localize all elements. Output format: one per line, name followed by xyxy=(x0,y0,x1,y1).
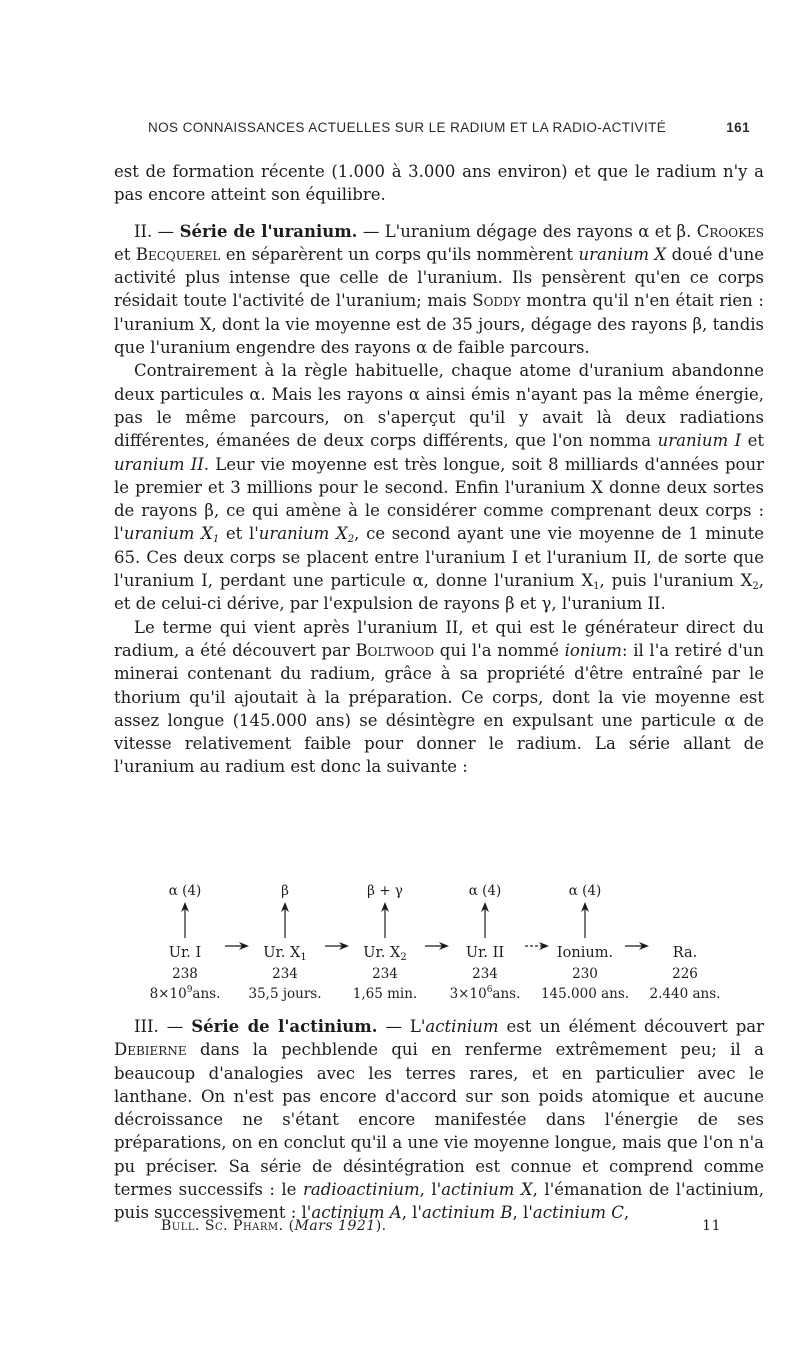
text-run: 35,5 jours. xyxy=(248,986,322,1002)
mean-life xyxy=(330,984,440,1004)
text-run: Contrairement à la règle habituelle, chaque atome d'uranium abandonne deux particules α. Mais les rayons α ainsi émis n'ayant pas la même énergie, pas le même parcours, on s'aperçut qu'il y avait là deux radiations différentes, émanées de deux corps différents, que l'on nomma xyxy=(114,361,764,451)
text-run: . Leur vie moyenne est très longue, soit 8 milliards d'années pour le premier et 3 millions pour le second. Enfin l'uranium X donne deux sortes de rayons β, ce qui amène à le considérer comme comprenant deux corps : l' xyxy=(114,454,764,544)
text-run: ans. xyxy=(492,986,521,1002)
text-run: est un élément découvert par xyxy=(498,1017,764,1036)
text-run: et xyxy=(741,431,765,451)
text-run: Ur. X xyxy=(363,945,401,961)
subscript: 1 xyxy=(300,952,307,963)
atomic-mass: 238 xyxy=(172,966,198,982)
page-footer xyxy=(161,1218,721,1234)
emission-label: α (4) xyxy=(568,883,602,899)
text-run: uranium X xyxy=(258,524,348,544)
term-italic: actinium xyxy=(425,1017,499,1036)
right-arrow-icon xyxy=(323,940,351,952)
text-run: uranium X xyxy=(123,524,213,544)
atomic-mass: 234 xyxy=(372,966,398,982)
text-run: , l' xyxy=(419,1180,442,1200)
text-run: doué d'une activité plus intense que celle de l'uranium. Ils pensèrent qu'en ce corps résidait toute l'activité de l'uranium; mais xyxy=(114,244,765,311)
paragraph-actinium-series xyxy=(114,1015,764,1225)
text-run: Ionium. xyxy=(556,945,614,961)
atomic-mass: 230 xyxy=(572,966,598,982)
text-run: , l' xyxy=(401,1203,422,1223)
author-name: Crookes xyxy=(696,221,765,241)
term-italic xyxy=(258,524,355,546)
section-heading: Série de l'actinium. xyxy=(191,1017,378,1036)
text-run: , et de celui-ci dérive, par l'expulsion de rayons β et γ, l'uranium II. xyxy=(114,571,764,614)
text-run: Le terme qui vient après l'uranium II, et qui est le générateur direct du radium, a été découvert par xyxy=(114,617,764,660)
author-name: Boltwood xyxy=(355,640,435,660)
right-arrow-icon xyxy=(523,940,551,952)
text-run: ( xyxy=(283,1218,295,1234)
term-italic: ionium xyxy=(564,640,622,660)
term-italic: uranium II xyxy=(114,454,204,474)
emission-label: β xyxy=(281,883,289,899)
author-name: Soddy xyxy=(472,291,521,311)
text-run: montra qu'il n'en était rien : l'uranium X, dont la vie moyenne est de 35 jours, dégage des rayons β, tandis que l'uranium engendre des rayons α de faible parcours. xyxy=(114,291,764,358)
section-number: III. — xyxy=(134,1017,192,1036)
spacer xyxy=(630,900,740,942)
author-name: Debierne xyxy=(114,1040,187,1060)
text-run: 3×10 xyxy=(449,986,487,1002)
emission-label xyxy=(630,882,740,900)
text-run: — L' xyxy=(377,1017,426,1036)
paragraph-continuation xyxy=(114,160,764,207)
paragraph-uranium-series xyxy=(114,220,764,360)
mean-life xyxy=(130,984,240,1004)
term-italic: actinium A xyxy=(311,1203,402,1223)
journal-name: Bull. Sc. Pharm. xyxy=(161,1218,284,1234)
atomic-mass: 234 xyxy=(272,966,298,982)
term-italic xyxy=(123,524,220,546)
atomic-mass: 226 xyxy=(672,966,698,982)
text-run: ans. xyxy=(192,986,221,1002)
section-number: II. — xyxy=(134,221,180,241)
up-arrow-icon xyxy=(230,900,340,942)
text-run: Ra. xyxy=(672,945,698,961)
text-run: et l' xyxy=(219,524,259,544)
text-run: en séparèrent un corps qu'ils nommèrent xyxy=(220,244,579,264)
text-run: Ur. II xyxy=(465,945,505,961)
term-italic: actinium X xyxy=(441,1180,533,1200)
term-italic: uranium X xyxy=(578,244,667,264)
emission-label: β + γ xyxy=(367,883,403,899)
text-run: Ur. I xyxy=(168,945,202,961)
text-run: , xyxy=(623,1203,630,1223)
paragraph-ionium xyxy=(114,616,764,779)
decay-series-diagram xyxy=(130,882,730,1002)
text-run: 2.440 ans. xyxy=(649,986,721,1002)
superscript: 6 xyxy=(486,985,493,995)
text-run: et xyxy=(114,244,136,264)
up-arrow-icon xyxy=(330,900,440,942)
author-name: Becquerel xyxy=(135,244,221,264)
text-run: qui l'a nommé xyxy=(434,640,565,660)
text-run: ). xyxy=(375,1218,387,1234)
emission-label: α (4) xyxy=(168,883,202,899)
text-run: Ur. X xyxy=(263,945,301,961)
subscript: 1 xyxy=(593,581,600,593)
mean-life xyxy=(430,984,540,1004)
term-italic: uranium I xyxy=(657,431,742,451)
subscript: 2 xyxy=(752,581,759,593)
mean-life xyxy=(530,984,640,1004)
mean-life xyxy=(630,984,740,1004)
term-italic: actinium B xyxy=(422,1203,513,1223)
atomic-mass: 234 xyxy=(472,966,498,982)
subscript: 1 xyxy=(212,534,220,546)
body-text-top xyxy=(114,160,764,779)
superscript: 9 xyxy=(186,985,193,995)
text-run: , l'émanation de l'actinium, puis successivement : l' xyxy=(114,1180,764,1223)
body-text-bottom xyxy=(114,1015,764,1225)
section-heading: Série de l'uranium. xyxy=(179,221,358,241)
term-italic: actinium C xyxy=(532,1203,624,1223)
text-run: 1,65 min. xyxy=(352,986,418,1002)
text-run: — L'uranium dégage des rayons α et β. xyxy=(357,221,697,241)
right-arrow-icon xyxy=(423,940,451,952)
text-run: : il l'a retiré d'un minerai contenant du radium, grâce à sa propriété d'être entraîné par le thorium qu'il ajoutait à la préparation. Ce corps, dont la vie moyenne est assez longue (145.000 ans) se désintègre en expulsant une particule α de vitesse relativement faible pour donner le radium. La série allant de l'uranium au radium est donc la suivante : xyxy=(114,640,764,777)
signature-number: 11 xyxy=(702,1218,721,1234)
right-arrow-icon xyxy=(223,940,251,952)
paragraph-text: est de formation récente (1.000 à 3.000 ans environ) et que le radium n'y a pas encore atteint son équilibre. xyxy=(114,162,764,205)
mean-life xyxy=(230,984,340,1004)
text-run: 8×10 xyxy=(149,986,187,1002)
subscript: 2 xyxy=(400,952,407,963)
running-header xyxy=(148,120,750,135)
paragraph-uranium-details xyxy=(114,359,764,615)
issue-date: Mars 1921 xyxy=(294,1218,376,1234)
up-arrow-icon xyxy=(130,900,240,942)
up-arrow-icon xyxy=(530,900,640,942)
up-arrow-icon xyxy=(430,900,540,942)
text-run: 145.000 ans. xyxy=(540,986,630,1002)
text-run: , l' xyxy=(512,1203,533,1223)
text-run: , ce second ayant une vie moyenne de 1 minute 65. Ces deux corps se placent entre l'uranium I et l'uranium II, de sorte que l'uranium I, perdant une particule α, donne l'uranium X xyxy=(114,524,764,591)
subscript: 2 xyxy=(347,534,355,546)
emission-label: α (4) xyxy=(468,883,502,899)
text-run: dans la pechblende qui en renferme extrêmement peu; il a beaucoup d'analogies avec les terres rares, et en particulier avec le lanthane. On n'est pas encore d'accord sur son poids atomique et aucune décroissance ne s'étant encore manifestée dans l'énergie de ses préparations, on en conclut qu'il a une vie moyenne longue, mais que l'on n'a pu préciser. Sa série de désintégration est connue et comprend comme termes successifs : le xyxy=(114,1040,764,1200)
page-number: 161 xyxy=(726,120,750,135)
running-title: NOS CONNAISSANCES ACTUELLES SUR LE RADIUM ET LA RADIO-ACTIVITÉ xyxy=(148,120,667,135)
term-italic: radioactinium xyxy=(302,1180,420,1200)
right-arrow-icon xyxy=(623,940,651,952)
text-run: , puis l'uranium X xyxy=(599,571,753,591)
